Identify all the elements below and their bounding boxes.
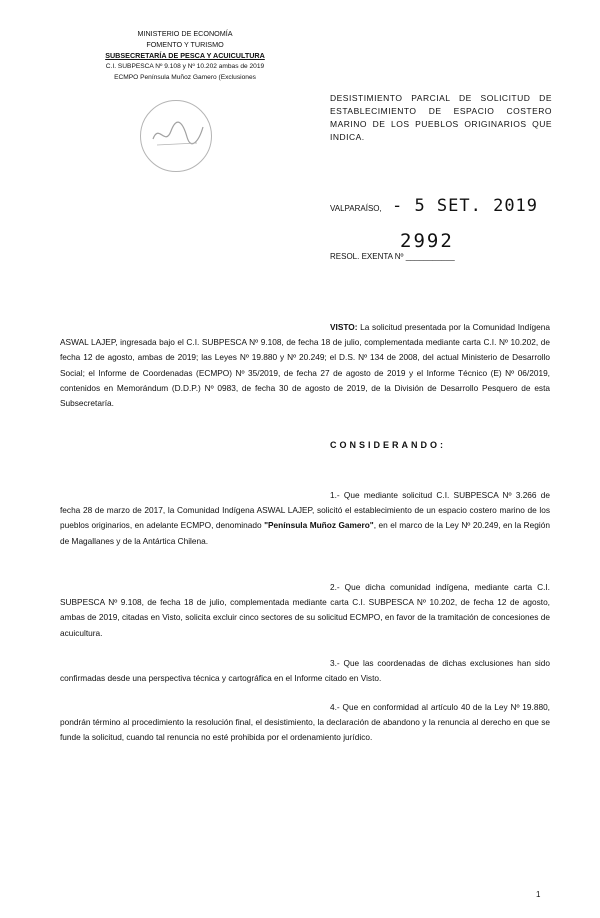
paragraph-1-start: 1.- Que mediante solicitud C.I. SUBPESCA Nº 3.266 de fecha 28 de marzo de 2017, la Comunidad Indígena ASWAL LAJEP, solicitó el establecimiento de un espacio costero marino de los pueblos originarios, en adelante ECMPO, denominado — [60, 490, 550, 531]
paragraph-1-name: "Península Muñoz Gamero" — [264, 520, 374, 531]
paragraph-1-end: , en el marco de la Ley Nº 20.249, en la Región de Magallanes y de la Antártica Chilena. — [60, 520, 550, 546]
visto-paragraph — [60, 320, 550, 411]
subsecretariat-name: SUBSECRETARÍA DE PESCA Y ACUICULTURA — [105, 51, 265, 60]
paragraph-1 — [60, 488, 550, 549]
official-stamp — [140, 100, 212, 172]
date-label: VALPARAÍSO, — [330, 204, 382, 213]
ecmpo-line: ECMPO Península Muñoz Gamero (Exclusiones — [114, 74, 256, 81]
paragraph-3 — [60, 656, 550, 686]
date-stamp: - 5 SET. 2019 — [391, 196, 539, 216]
paragraph-4-text: 4.- Que en conformidad al artículo 40 de la Ley Nº 19.880, pondrán término al procedimiento la resolución final, el desistimiento, la declaración de abandono y la renuncia al derecho en que se funde la solicitud, cuando tal renuncia no esté prohibida por el ordenamiento jurídico. — [60, 702, 550, 743]
signature-mark — [149, 119, 205, 149]
resolution-blank: ___________ — [405, 252, 455, 261]
ministry-subname: FOMENTO Y TURISMO — [146, 40, 224, 49]
resolution-label: RESOL. EXENTA Nº — [330, 252, 404, 261]
page-number: 1 — [536, 890, 541, 899]
date-line — [330, 196, 538, 216]
considerando-heading: CONSIDERANDO: — [330, 440, 447, 450]
paragraph-2 — [60, 580, 550, 641]
paragraph-3-text: 3.- Que las coordenadas de dichas exclusiones han sido confirmadas desde una perspectiva técnica y cartográfica en el Informe citado en Visto. — [60, 658, 550, 684]
resolution-number: 2992 — [400, 230, 454, 252]
resolution-line — [330, 230, 455, 261]
visto-label: VISTO: — [330, 322, 358, 332]
reference-line: C.I. SUBPESCA Nº 9.108 y Nº 10.202 ambas de 2019 — [105, 63, 265, 70]
ministry-name: MINISTERIO DE ECONOMÍA — [137, 29, 233, 38]
document-title: DESISTIMIENTO PARCIAL DE SOLICITUD DE ESTABLECIMIENTO DE ESPACIO COSTERO MARINO DE LOS PUEBLOS ORIGINARIOS QUE INDICA. — [330, 93, 552, 142]
visto-text: La solicitud presentada por la Comunidad Indígena ASWAL LAJEP, ingresada bajo el C.I. SUBPESCA Nº 9.108, de fecha 18 de julio, complementada mediante carta C.I. Nº 10.202, de fecha 12 de agosto, ambas de 2019; las Leyes Nº 19.880 y Nº 20.249; el D.S. Nº 134 de 2008, del actual Ministerio de Desarrollo Social; el Informe de Coordenadas (ECMPO) Nº 35/2019, de fecha 27 de agosto de 2019 y el Informe Técnico (E) Nº 06/2019, contenidos en Memorándum (D.D.P.) Nº 0983, de fecha 30 de agosto de 2019, de la División de Desarrollo Pesquero de esta Subsecretaría. — [60, 322, 550, 409]
letterhead — [90, 28, 280, 83]
paragraph-2-text: 2.- Que dicha comunidad indígena, mediante carta C.I. SUBPESCA Nº 9.108, de fecha 18 de julio, complementada mediante carta C.I. SUBPESCA Nº 10.202, de fecha 12 de agosto, ambas de 2019, citadas en Visto, solicita excluir cinco sectores de su solicitud ECMPO, en favor de la tramitación de concesiones de acuicultura. — [60, 582, 550, 638]
paragraph-4 — [60, 700, 550, 746]
